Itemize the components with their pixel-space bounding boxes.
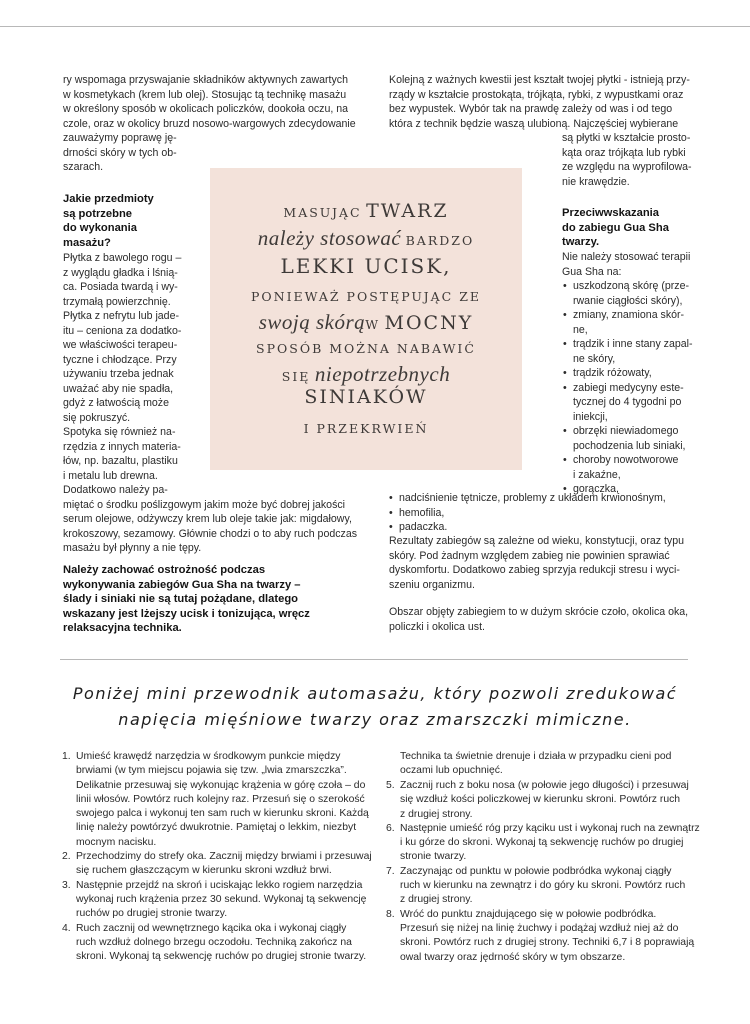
list-item: • uszkodzoną skórę (prze- rwanie ciągłości skóry), xyxy=(563,279,693,308)
text-line: szarach. xyxy=(63,161,104,173)
text-line: serum olejowe, odżywczy krem lub oleje takie jak: migdałowy, xyxy=(63,513,352,525)
text-line: Kolejną z ważnych kwestii jest kształt twojej płytki - istnieją przy- xyxy=(389,74,690,86)
steps-list-right xyxy=(386,779,700,965)
text-line: rządy w kształcie prostokąta, trójkąta, rybki, z wypustkami oraz xyxy=(389,88,684,101)
text-line: w określony sposób w okolicach policzków, dookoła oczu, na xyxy=(63,103,349,115)
quote-line-9: I PRZEKRWIEŃ xyxy=(303,421,429,436)
text-line: Dodatkowo należy pa- xyxy=(63,484,168,496)
text-line: się pokruszyć. xyxy=(63,411,131,424)
warning-text xyxy=(63,563,310,636)
warning-line: Należy zachować ostrożność podczas xyxy=(63,564,266,576)
text-line: Płytka z nefrytu lub jade- xyxy=(63,310,179,322)
list-item: 4. Ruch zacznij od wewnętrznego kącika oka i wykonaj ciągły ruch wzdłuż dolnego brzegu oczodołu. Techniką zakończ na skroni. Wykonaj tą sekwencję ruchów po drugiej stronie twarzy. xyxy=(62,922,367,963)
warning-line: wykonywania zabiegów Gua Sha na twarzy – xyxy=(63,578,301,591)
text-line: Gua Sha na: xyxy=(562,265,622,278)
quote-line-3: LEKKI UCISK, xyxy=(280,254,452,278)
text-line: policzki i okolica ust. xyxy=(389,620,485,633)
pull-quote xyxy=(210,168,522,470)
text-line: drności skóry w tych ob- xyxy=(63,146,177,159)
text-line: rzędzia z innych materia- xyxy=(63,440,181,453)
contra-list xyxy=(563,279,693,497)
heading-line: Jakie przedmioty xyxy=(63,193,154,205)
list-item: • gorączka, xyxy=(563,482,693,497)
list-item: 5. Zacznij ruch z boku nosa (w połowie jego długości) i przesuwaj się wzdłuż kości policzkowej w kierunku skroni. Powtórz ruch z drugiej strony. xyxy=(386,780,689,820)
text-line: szeniu organizmu. xyxy=(389,578,475,591)
heading-tools xyxy=(63,192,154,250)
col2-intro-narrow xyxy=(562,131,692,189)
text-line: używaniu trzeba jednak xyxy=(63,368,174,380)
warning-line: relaksacyjna technika. xyxy=(63,622,182,635)
text-line: Rezultaty zabiegów są zależne od wieku, konstytucji, oraz typu xyxy=(389,535,685,547)
heading-line: są potrzebne xyxy=(63,207,133,220)
text-line: Spotyka się również na- xyxy=(63,426,176,438)
col2-intro-wide xyxy=(389,73,690,131)
warning-line: ślady i siniaki nie są tutaj pożądane, dlatego xyxy=(63,593,299,606)
text-line: masażu był płynny a nie tępy. xyxy=(63,542,202,554)
section-divider xyxy=(60,659,688,660)
text-line: są płytki w kształcie prosto- xyxy=(562,132,691,144)
quote-line-7: SIĘ niepotrzebnych xyxy=(281,362,451,386)
heading-line: masażu? xyxy=(63,236,111,249)
list-item: • choroby nowotworowe i zakaźne, xyxy=(563,453,693,482)
text-line: czole, oraz w okolicy bruzd nosowo-wargowych zdecydowanie xyxy=(63,117,356,130)
contra-list-wide xyxy=(389,491,666,535)
list-item: 7. Zaczynając od punktu w połowie podbródka wykonaj ciągły ruch w kierunku na zewnątrz i do góry ku skroni. Powtórz ruch z drugiej strony. xyxy=(386,865,686,906)
text-line: Technika ta świetnie drenuje i działa w przypadku cieni pod xyxy=(400,751,672,762)
text-line: oczami lub opuchnięć. xyxy=(400,765,503,777)
heading-line: do wykonania xyxy=(63,222,137,235)
guide-title-line-2: napięcia mięśniowe twarzy oraz zmarszczki mimiczne. xyxy=(118,710,632,729)
list-item: 3. Następnie przejdź na skroń i uciskając lekko rogiem narzędzia wykonaj ruch krążenia przez 30 sekund. Wykonaj tą sekwencję ruchów po drugiej stronie twarzy. xyxy=(62,879,367,920)
text-line: która z technik będzie waszą ulubioną. Najczęściej wybierane xyxy=(389,117,679,130)
list-item: • trądzik i inne stany zapal- ne skóry, xyxy=(563,337,693,366)
heading-line: Przeciwwskazania xyxy=(562,207,660,219)
list-item: • hemofilia, xyxy=(389,506,666,521)
list-item: • padaczka. xyxy=(389,520,666,535)
text-line: ze względu na wyprofilowa- xyxy=(562,161,692,173)
text-line: gdyż z łatwością może xyxy=(63,397,169,409)
text-line: ry wspomaga przyswajanie składników aktywnych zawartych xyxy=(63,74,348,86)
text-line: krokoszowy, sezamowy. Głównie chodzi o to aby ruch podczas xyxy=(63,527,358,540)
quote-line-2: należy stosować BARDZO xyxy=(257,226,475,250)
text-line: łów, np. bazaltu, plastiku xyxy=(63,455,178,467)
list-item: • nadciśnienie tętnicze, problemy z układem krwionośnym, xyxy=(389,491,666,506)
heading-contraindications xyxy=(562,206,669,250)
text-line: zauważymy poprawę ję- xyxy=(63,132,177,144)
list-item: 6. Następnie umieść róg przy kąciku ust i wykonaj ruch na zewnątrz i ku górze do skroni. Wykonaj tą sekwencję ruchów po drugiej stronie twarzy. xyxy=(386,822,700,863)
guide-title-line-1: Poniżej mini przewodnik automasażu, który pozwoli zredukować xyxy=(72,684,678,703)
text-line: z wyglądu gładka i lśnią- xyxy=(63,266,178,279)
quote-line-1: MASUJĄC TWARZ xyxy=(283,200,449,222)
text-line: miętać o środku poślizgowym jakim może być dobrej jakości xyxy=(63,498,346,511)
quote-line-6: SPOSÓB MOŻNA NABAWIĆ xyxy=(256,341,476,356)
list-item: • obrzęki niewiadomego pochodzenia lub siniaki, xyxy=(563,424,693,453)
list-item: • trądzik różowaty, xyxy=(563,366,693,381)
text-line: tyczne i chłodzące. Przy xyxy=(63,353,177,366)
text-line: i metalu lub drewna. xyxy=(63,469,158,482)
list-item: 1. Umieść krawędź narzędzia w środkowym punkcie między brwiami (w tym miejscu pojawia się tzw. „lwia zmarszczka”. Delikatnie przesuwaj się wykonując krążenia w górę czoła – do linii włosów. Powtórz ruch kolejny raz. Przesuń się o szerokość swojego palca i wykonuj ten sam ruch w kierunku skroni. Każdą linię należy powtórzyć dwukrotnie. Pamiętaj o lekkim, niezbyt mocnym nacisku. xyxy=(62,751,369,848)
col1-intro xyxy=(63,73,356,175)
contra-intro xyxy=(562,250,690,279)
text-line: Płytka z bawolego rogu – xyxy=(63,252,182,264)
text-line: trzymałą powierzchnię. xyxy=(63,295,171,308)
text-line: dyskomfortu. Dodatkowo zabieg sprzyja redukcji stresu i wyci- xyxy=(389,564,680,576)
steps-list-left xyxy=(62,750,372,964)
text-line: kąta oraz trójkąta lub rybki xyxy=(562,146,686,159)
list-item: 2. Przechodzimy do strefy oka. Zacznij między brwiami i przesuwaj się ruchem głaszczącym w kierunku skroni wzdłuż brwi. xyxy=(62,851,372,877)
list-item: • zabiegi medycyny este- tycznej do 4 tygodni po iniekcji, xyxy=(563,381,693,425)
text-line: Obszar objęty zabiegiem to w dużym skrócie czoło, okolica oka, xyxy=(389,606,689,618)
top-rule xyxy=(0,26,750,27)
heading-line: do zabiegu Gua Sha xyxy=(562,221,669,234)
col2-outro xyxy=(389,534,684,592)
text-line: we właściwości terapeu- xyxy=(63,339,178,351)
text-line: skóry. Pod żadnym względem zabieg nie powinien sprawiać xyxy=(389,549,670,562)
text-line: itu – ceniona za dodatko- xyxy=(63,324,182,337)
steps-right-continuation xyxy=(400,750,671,779)
text-line: uważać aby nie spadła, xyxy=(63,382,174,395)
quote-line-4: PONIEWAŻ POSTĘPUJĄC ZE xyxy=(250,289,482,304)
text-line: w kosmetykach (krem lub olej). Stosując tą technikę masażu xyxy=(63,88,347,101)
col2-area xyxy=(389,605,688,634)
text-line: ca. Posiada twardą i wy- xyxy=(63,281,178,293)
list-item: • zmiany, znamiona skór- ne, xyxy=(563,308,693,337)
quote-line-5: swoją skórąW MOCNY xyxy=(258,310,474,334)
text-line: Nie należy stosować terapii xyxy=(562,251,691,263)
list-item: 8. Wróć do punktu znajdującego się w połowie podbródka. Przesuń się niżej na linię żuchwy i podążaj wzdłuż niej aż do skroni. Powtórz ruch z drugiej strony. Techniki 6,7 i 8 poprawiają owal twarzy oraz jędrność skóry w tym obszarze. xyxy=(386,908,695,963)
text-line: bez wypustek. Wybór tak na prawdę zależy od was i od tego xyxy=(389,103,673,115)
heading-line: twarzy. xyxy=(562,236,600,249)
quote-line-8: SINIAKÓW xyxy=(304,386,428,408)
text-line: nie krawędzie. xyxy=(562,175,630,188)
warning-line: wskazany jest lżejszy ucisk i tonizująca, wręcz xyxy=(63,607,310,620)
